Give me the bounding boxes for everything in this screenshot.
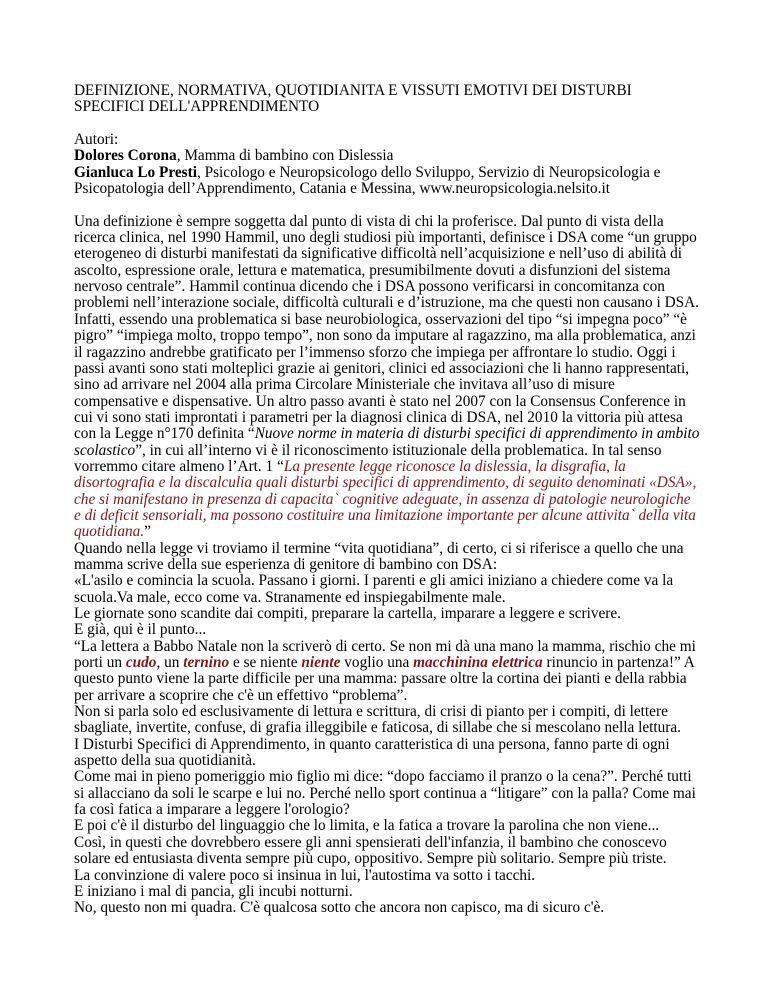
paragraph-line: Le giornate sono scandite dai compiti, preparare la cartella, imparare a leggere e scrivere. bbox=[74, 605, 622, 622]
authors-label: Autori: bbox=[74, 131, 119, 149]
intro-text-1: Una definizione è sempre soggetta dal punto di vista di chi la proferisce. Dal punto di vista della ricerca clinica, nel 1990 Hammil, uno degli studiosi più importanti, definisce i DSA come “un gruppo eterogeneo di disturbi manifestati da significative difficoltà nell’acquisizione e nell’uso di abilità di ascolto, espressione orale, lettura e matematica, presumibilmente dovuti a disfunzioni del sistema nervoso centrale”. Hammil continua dicendo che i DSA possono verificarsi in concomitanza con problemi nell’interazione sociale, difficoltà culturali e d’istruzione, ma che questi non causano i DSA. Infatti, essendo una problematica si base neurobiologica, osservazioni del tipo “si impegna poco” “è pigro” “impiega molto, troppo tempo”, non sono da imputare al ragazzino, ma alla problematica, anzi il ragazzino andrebbe gratificato per l’immenso sforzo che impiega per affrontare lo studio. Oggi i passi avanti sono stati molteplici grazie ai genitori, clinici ed associazioni che li hanno rappresentati, sino ad arrivare nel 2004 alla prima Circolare Ministeriale che invitava all’uso di misure compensative e dispensative. Un altro passo avanti è stato nel 2007 con la Consensus Conference in cui vi sono stati improntati i parametri per la diagnosi clinica di DSA, nel 2010 la vittoria più attesa con la Legge n°170 definita “ bbox=[74, 212, 699, 443]
letter-word-cudo: cudo bbox=[125, 654, 157, 672]
intro-text-2: ”, in cui all’interno vi è il riconoscimento istituzionale della problematica. In tal senso vorremmo citare almeno l’Art. 1 “ bbox=[74, 441, 662, 475]
letter-word-ternino: ternino bbox=[183, 654, 230, 672]
author-name-2: Gianluca Lo Presti bbox=[74, 163, 197, 181]
letter-text-1: “La lettera a Babbo Natale non la scriverò di certo. Se non mi dà una mano la mamma, rischio che mi porti un bbox=[74, 637, 696, 672]
paragraph-line: E poi c'è il disturbo del linguaggio che lo limita, e la fatica a trovare la parolina che non viene... bbox=[74, 817, 660, 835]
paragraph-line: La convinzione di valere poco si insinua in lui, l'autostima va sotto i tacchi. bbox=[74, 866, 536, 884]
author-role-2: , Psicologo e Neuropsicologo dello Sviluppo, Servizio di Neuropsicologia e Psicopatologia dell’Apprendimento, Catania e Messina, www.neuropsicologia.nelsito.it bbox=[74, 163, 661, 198]
author-role-1: , Mamma di bambino con Dislessia bbox=[176, 147, 394, 165]
paragraph-line: E iniziano i mal di pancia, gli incubi notturni. bbox=[74, 882, 353, 900]
document-page bbox=[74, 83, 700, 917]
paragraph-line: Quando nella legge vi troviamo il termine “vita quotidiana”, di certo, ci si riferisce a quello che una mamma scrive della sue esperienza di genitore di bambino con DSA: bbox=[74, 539, 684, 573]
law-quote: La presente legge riconosce la dislessia, la disgrafia, la disortografia e la discalculia quali disturbi specifici di apprendimento, di seguito denominati «DSA», che si manifestano in presenza di capacita` cognitive adeguate, in assenza di patologie neurologiche e di deficit sensoriali, ma possono costituire una limitazione importante per alcune attivita` della vita quotidiana. bbox=[74, 457, 697, 541]
letter-word-niente: niente bbox=[301, 654, 341, 672]
letter-text-4: voglio una bbox=[340, 654, 414, 672]
letter-word-macchinina: macchinina elettrica bbox=[413, 654, 543, 672]
letter-text-3: e se niente bbox=[229, 654, 302, 672]
author-name-1: Dolores Corona bbox=[74, 147, 177, 165]
paragraph-line: No, questo non mi quadra. C'è qualcosa sotto che ancora non capisco, ma di sicuro c'è. bbox=[74, 899, 605, 917]
paragraph-line: Non si parla solo ed esclusivamente di lettura e scrittura, di crisi di pianto per i compiti, di lettere sbagliate, invertite, confuse, di grafia illeggibile e faticosa, di sillabe che si mescolano nella lettura. bbox=[74, 703, 681, 737]
paragraph-line: Così, in questi che dovrebbero essere gli anni spensierati dell'infanzia, il bambino che conoscevo solare ed entusiasta diventa sempre più cupo, oppositivo. Sempre più solitario. Sempre più triste. bbox=[74, 833, 667, 868]
document-title: DEFINIZIONE, NORMATIVA, QUOTIDIANITA E VISSUTI EMOTIVI DEI DISTURBI SPECIFICI DELL'APPRENDIMENTO bbox=[74, 82, 632, 116]
paragraph-line: Come mai in pieno pomeriggio mio figlio mi dice: “dopo facciamo il pranzo o la cena?”. Perché tutti si allacciano da soli le scarpe e lui no. Perché nello sport continua a “litigare” con la palla? Come mai fa così fatica a imparare a leggere l'orologio? bbox=[74, 768, 696, 819]
paragraph-line: E già, qui è il punto... bbox=[74, 621, 207, 639]
paragraph-line: I Disturbi Specifici di Apprendimento, in quanto caratteristica di una persona, fanno parte di ogni aspetto della sua quotidianità. bbox=[74, 735, 670, 770]
intro-text-3: ” bbox=[144, 523, 151, 541]
letter-text-2: , un bbox=[156, 654, 184, 672]
letter-text-5: rinuncio in partenza!” A questo punto viene la parte difficile per una mamma: passare oltre la cortina dei pianti e della rabbia per arrivare a scoprire che c'è un effettivo “problema”. bbox=[74, 654, 694, 704]
paragraph-line: «L'asilo e comincia la scuola. Passano i giorni. I parenti e gli amici iniziano a chiedere come va la scuola.Va male, ecco come va. Stranamente ed inspiegabilmente male. bbox=[74, 572, 674, 606]
authors-block bbox=[74, 132, 700, 197]
author-entry-2 bbox=[74, 165, 700, 198]
law-title: Nuove norme in materia di disturbi specifici di apprendimento in ambito scolastico bbox=[74, 425, 700, 459]
letter-paragraph bbox=[74, 639, 700, 704]
intro-paragraph bbox=[74, 214, 700, 541]
author-entry-1 bbox=[74, 148, 700, 164]
